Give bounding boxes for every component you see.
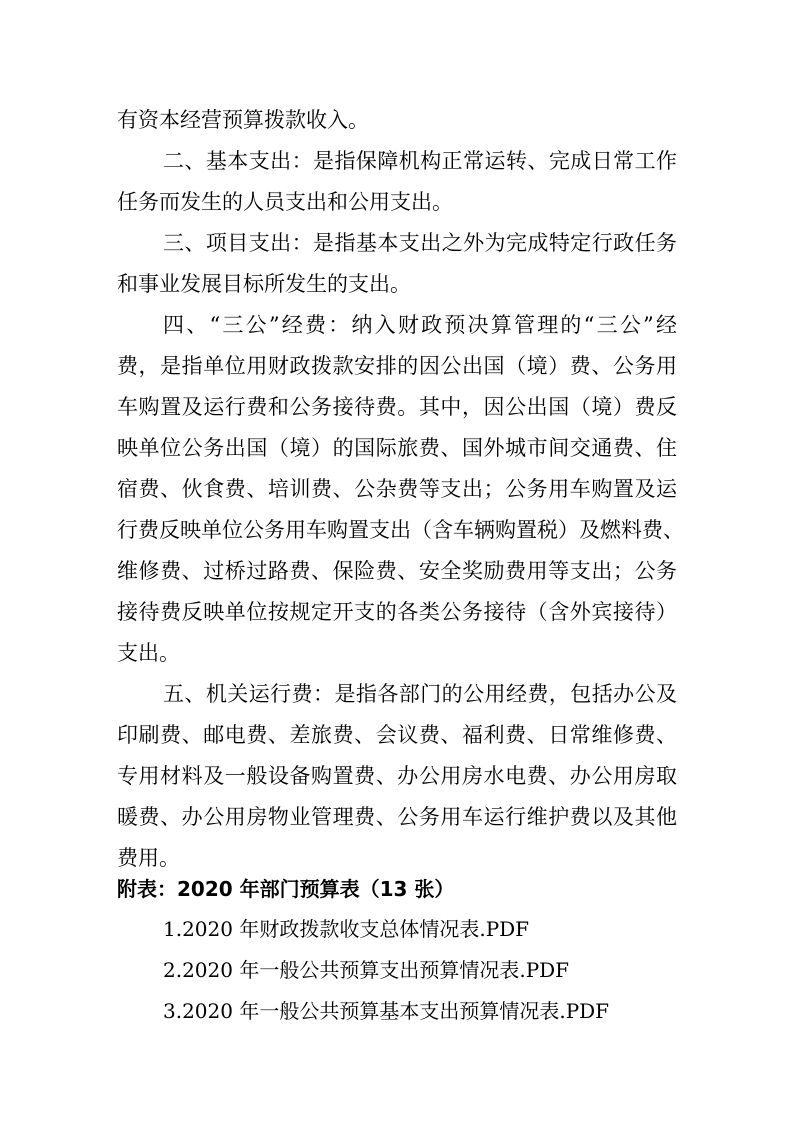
body-line: 二、基本支出：是指保障机构正常运转、完成日常工作	[163, 149, 677, 173]
body-line: 维修费、过桥过路费、保险费、安全奖励费用等支出；公务	[117, 559, 677, 583]
body-line: 四、“三公”经费：纳入财政预决算管理的“三公”经	[163, 313, 677, 337]
body-line: 和事业发展目标所发生的支出。	[117, 272, 411, 296]
appendix-link-item[interactable]: 3.2020 年一般公共预算基本支出预算情况表.PDF	[163, 999, 610, 1023]
body-line: 专用材料及一般设备购置费、办公用房水电费、办公用房取	[117, 764, 677, 788]
appendix-link-item[interactable]: 2.2020 年一般公共预算支出预算情况表.PDF	[163, 958, 570, 982]
body-line: 费用。	[117, 846, 180, 870]
body-line: 任务而发生的人员支出和公用支出。	[117, 190, 453, 214]
body-line: 暖费、办公用房物业管理费、公务用车运行维护费以及其他	[117, 805, 677, 829]
appendix-link-item[interactable]: 1.2020 年财政拨款收支总体情况表.PDF	[163, 917, 530, 941]
body-line: 三、项目支出：是指基本支出之外为完成特定行政任务	[163, 231, 677, 255]
appendix-title: 附表：2020 年部门预算表（13 张）	[117, 877, 455, 901]
body-line: 五、机关运行费：是指各部门的公用经费，包括办公及	[163, 682, 677, 706]
body-line: 费，是指单位用财政拨款安排的因公出国（境）费、公务用	[117, 354, 677, 378]
body-line: 接待费反映单位按规定开支的各类公务接待（含外宾接待）	[117, 600, 677, 624]
body-line: 映单位公务出国（境）的国际旅费、国外城市间交通费、住	[117, 436, 677, 460]
body-line: 印刷费、邮电费、差旅费、会议费、福利费、日常维修费、	[117, 723, 677, 747]
body-line: 支出。	[117, 641, 180, 665]
body-line: 宿费、伙食费、培训费、公杂费等支出；公务用车购置及运	[117, 477, 677, 501]
body-line: 车购置及运行费和公务接待费。其中，因公出国（境）费反	[117, 395, 677, 419]
body-line: 有资本经营预算拨款收入。	[117, 108, 369, 132]
body-line: 行费反映单位公务用车购置支出（含车辆购置税）及燃料费、	[117, 518, 684, 542]
